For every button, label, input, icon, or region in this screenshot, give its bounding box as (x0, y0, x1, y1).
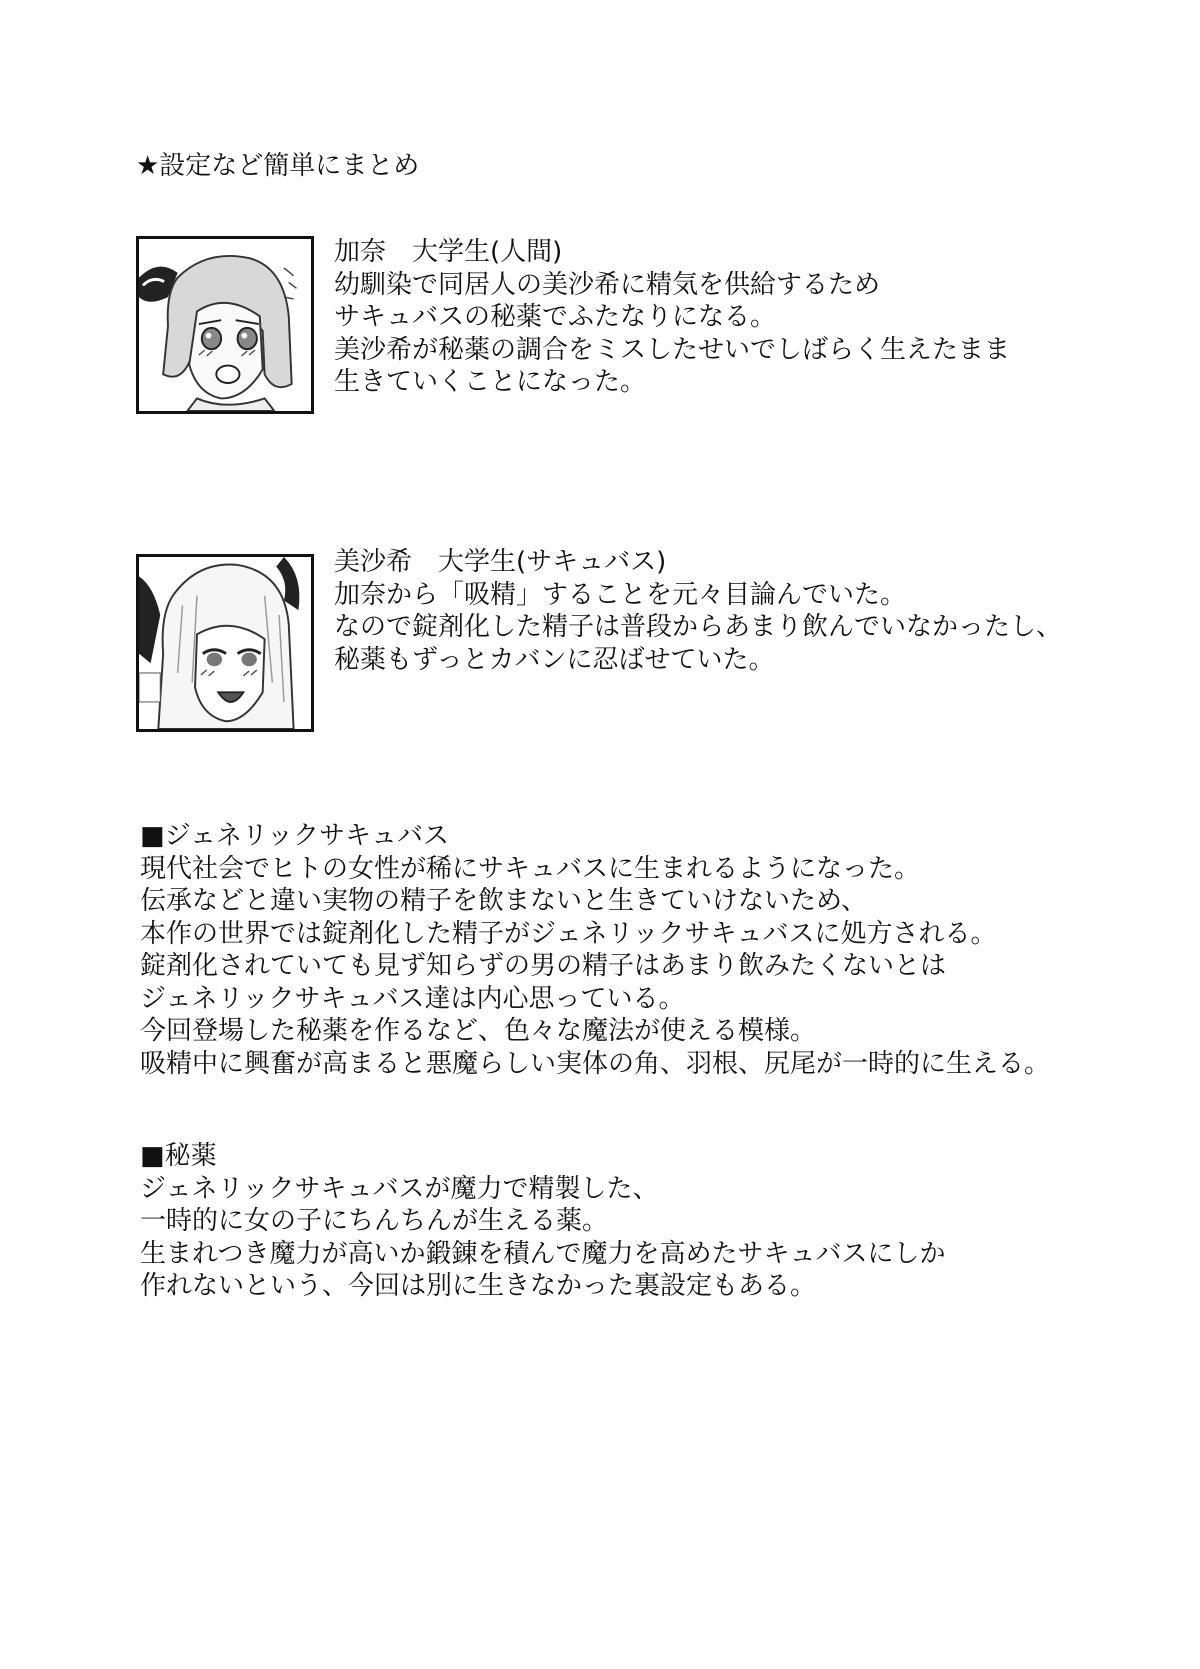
section-line: 現代社会でヒトの女性が稀にサキュバスに生まれるようになった。 (140, 853, 921, 884)
section-line: 生まれつき魔力が高いか鍛錬を積んで魔力を高めたサキュバスにしか (140, 1238, 946, 1269)
section-line: 今回登場した秘薬を作るなど、色々な魔法が使える模様。 (140, 1016, 817, 1046)
misaki-portrait-illustration (139, 557, 311, 729)
misaki-line: なので錠剤化した精子は普段からあまり飲んでいなかったし、 (334, 612, 1063, 642)
kana-line: 美沙希が秘薬の調合をミスしたせいでしばらく生えたまま (334, 334, 1011, 365)
section-line: 錠剤化されていても見ず知らずの男の精子はあまり飲みたくないとは (140, 951, 947, 981)
kana-line: サキュバスの秘薬でふたなりになる。 (334, 302, 777, 332)
section-line: 作れないという、今回は別に生きなかった裏設定もある。 (140, 1271, 817, 1301)
page-title: ★設定など簡単にまとめ (136, 151, 420, 181)
kana-portrait (136, 236, 314, 414)
section-line: 吸精中に興奮が高まると悪魔らしい実体の角、羽根、尻尾が一時的に生える。 (140, 1048, 1051, 1079)
secret-medicine-section (140, 1140, 945, 1303)
misaki-portrait (136, 554, 314, 732)
generic-succubus-section (140, 820, 1050, 1080)
kana-line: 生きていくことになった。 (334, 367, 647, 397)
kana-description (334, 236, 1010, 399)
misaki-line: 秘薬もずっとカバンに忍ばせていた。 (334, 644, 775, 675)
misaki-line: 加奈から「吸精」することを元々目論んでいた。 (334, 579, 907, 610)
misaki-header: 美沙希 大学生(サキュバス) (334, 547, 667, 577)
section-line: ジェネリックサキュバス達は内心思っている。 (140, 983, 685, 1014)
section-line: 伝承などと違い実物の精子を飲まないと生きていけないため、 (140, 886, 867, 916)
kana-header: 加奈 大学生(人間) (334, 237, 563, 267)
misaki-description (334, 546, 1062, 676)
section-header: ■ジェネリックサキュバス (140, 821, 450, 851)
kana-line: 幼馴染で同居人の美沙希に精気を供給するため (334, 269, 881, 300)
section-line: ジェネリックサキュバスが魔力で精製した、 (140, 1173, 659, 1204)
section-line: 本作の世界では錠剤化した精子がジェネリックサキュバスに処方される。 (140, 918, 997, 949)
section-header: ■秘薬 (140, 1141, 217, 1171)
section-line: 一時的に女の子にちんちんが生える薬。 (140, 1206, 609, 1236)
kana-portrait-illustration (139, 239, 311, 411)
